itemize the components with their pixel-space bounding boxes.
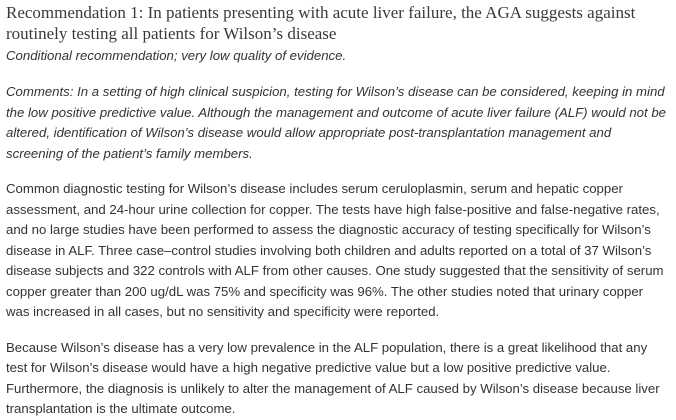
prevalence-paragraph: Because Wilson’s disease has a very low prevalence in the ALF population, there is a great likelihood that any test for Wilson’s disease would have a high negative predictive value but a low positive predictive value. Furthermore, the diagnosis is unlikely to alter the management of ALF caused by Wilson’s disease because liver transplantation is the ultimate outcome.: [6, 339, 660, 416]
recommendation-title: Recommendation 1: In patients presenting with acute liver failure, the AGA suggests against routinely testing all patients for Wilson’s disease: [6, 3, 636, 43]
recommendation-strength: Conditional recommendation; very low quality of evidence.: [6, 48, 347, 63]
diagnostic-testing-paragraph: Common diagnostic testing for Wilson’s disease includes serum ceruloplasmin, serum and hepatic copper assessment, and 24-hour urine collection for copper. The tests have high false-positive and false-negative rates, and no large studies have been performed to assess the diagnostic accuracy of testing specifically for Wilson’s disease in ALF. Three case–control studies involving both children and adults reported on a total of 37 Wilson’s disease subjects and 322 controls with ALF from other causes. One study suggested that the sensitivity of serum copper greater than 200 ug/dL was 75% and specificity was 96%. The other studies noted that urinary copper was increased in all cases, but no sensitivity and specificity were reported.: [6, 181, 664, 319]
comments-paragraph: Comments: In a setting of high clinical suspicion, testing for Wilson’s disease can be considered, keeping in mind the low positive predictive value. Although the management and outcome of acute liver failure (ALF) would not be altered, identification of Wilson’s disease would allow appropriate post-transplantation management and screening of the patient’s family members.: [6, 84, 666, 161]
document-page: [6, 2, 670, 420]
